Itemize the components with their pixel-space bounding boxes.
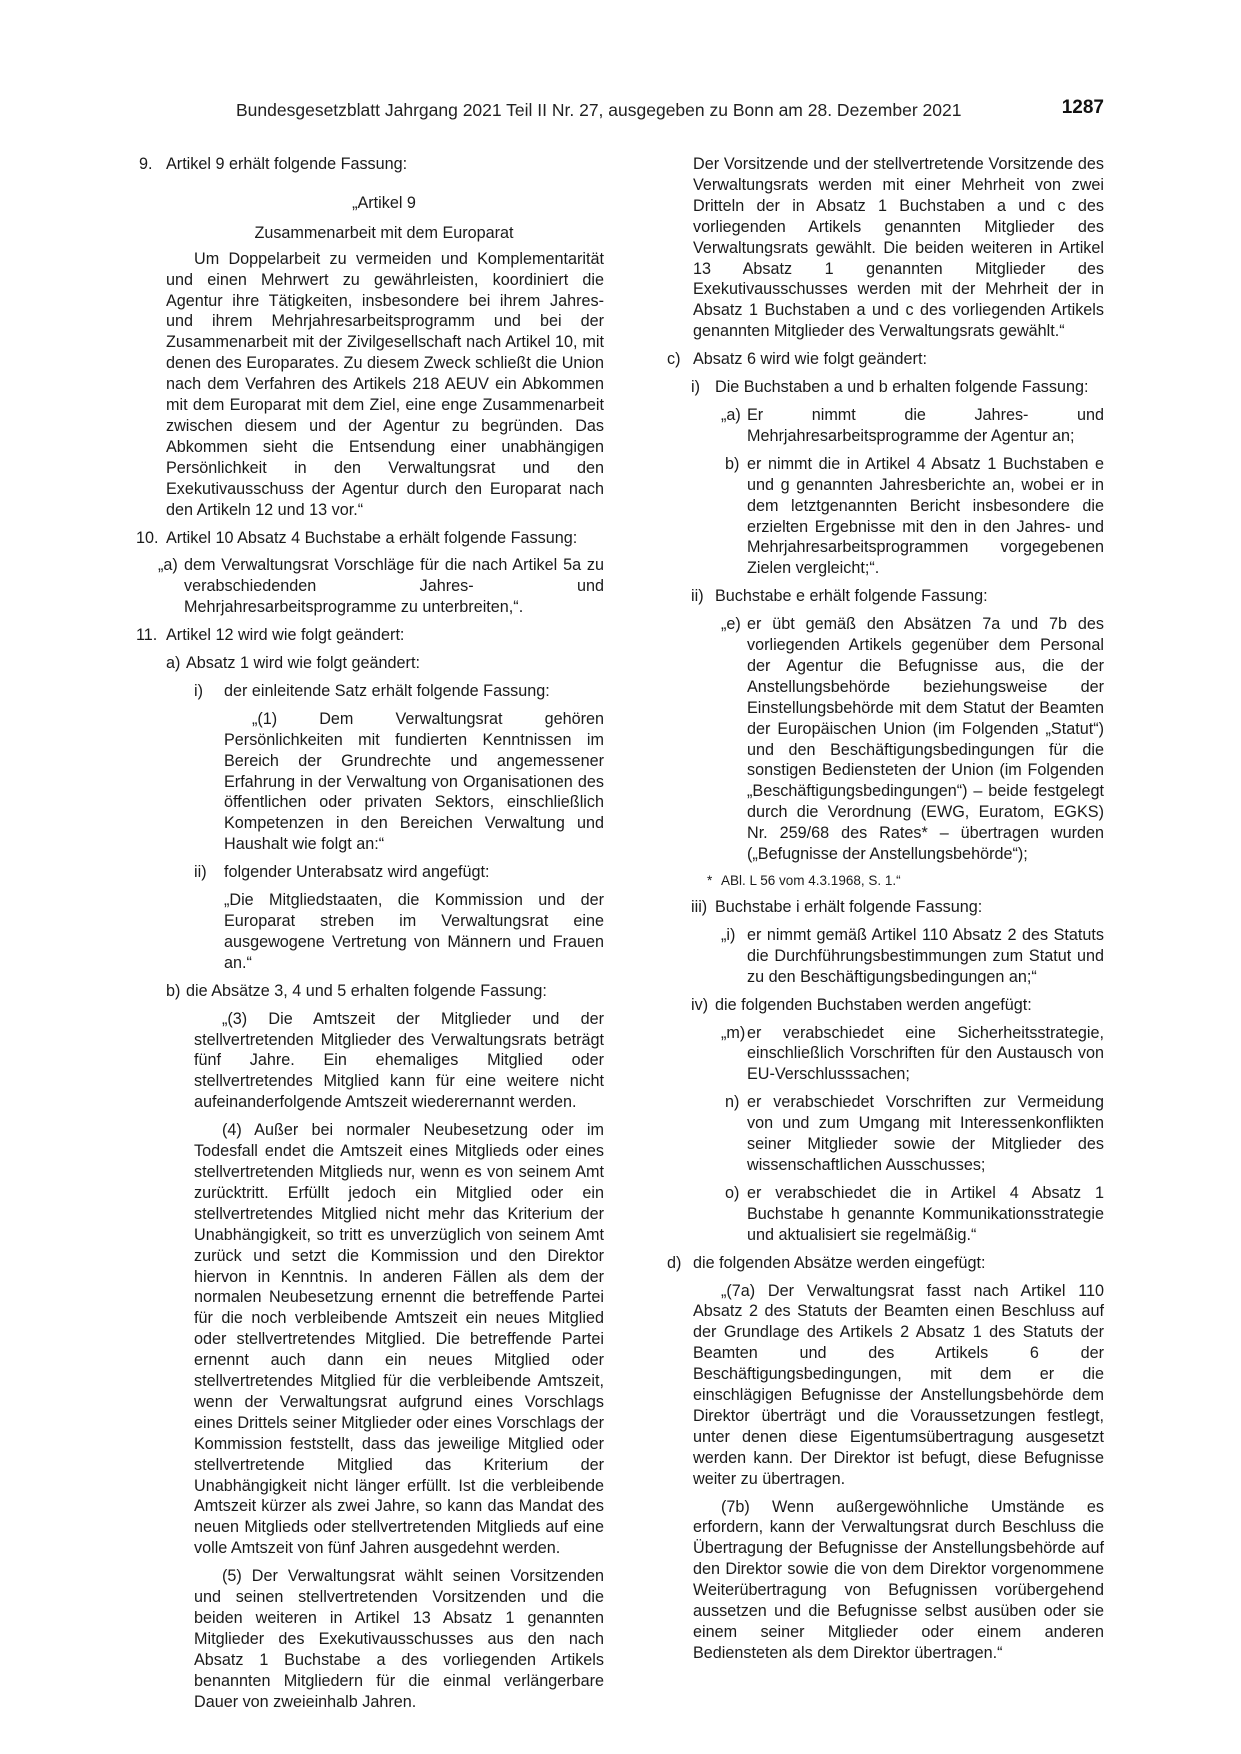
list-item-10 — [136, 528, 604, 549]
list-item-text: Er nimmt die Jahres- und Mehrjahresarbeitsprogramme der Agentur an; — [747, 405, 1104, 445]
list-item-c-iii-i — [721, 925, 1104, 988]
list-marker: d) — [667, 1253, 682, 1272]
list-marker: „i) — [721, 925, 736, 944]
list-marker: b) — [166, 981, 181, 1000]
list-item-text: Buchstabe e erhält folgende Fassung: — [715, 587, 988, 606]
article-subheading: Zusammenarbeit mit dem Europarat — [254, 223, 514, 242]
list-item-text: Artikel 12 wird wie folgt geändert: — [166, 626, 405, 645]
list-item-11a-ii — [194, 862, 604, 883]
list-item-c-iv-o — [721, 1183, 1104, 1246]
list-item-11a-i — [194, 681, 604, 702]
list-item-text: die folgenden Absätze werden eingefügt: — [693, 1253, 986, 1272]
list-marker: b) — [725, 454, 740, 473]
left-column — [136, 154, 604, 1720]
list-marker: iv) — [691, 995, 709, 1014]
paragraph-3: „(3) Die Amtszeit der Mitglieder und der stellvertretenden Mitglieder des Verwaltungsrats beträgt fünf Jahre. Ein ehemaliges Mitglied oder stellvertretendes Mitglied kann für eine weitere nicht aufeinanderfolgende Amtszeit wiederernannt werden. — [194, 1009, 604, 1112]
list-item-text: er verabschiedet Vorschriften zur Vermeidung von und zum Umgang mit Interessenkonflikten seiner Mitglieder sowie der Mitglieder des wissenschaftlichen Ausschusses; — [747, 1093, 1104, 1174]
list-item-c-ii — [691, 586, 1104, 607]
paragraph-7a: „(7a) Der Verwaltungsrat fasst nach Artikel 110 Absatz 2 des Statuts der Beamten einen Beschluss auf der Grundlage des Artikels 2 Absatz 1 des Statuts der Beamten und des Artikels 6 der Beschäftigungsbedingungen, mit dem er die einschlägigen Befugnisse der Anstellungsbehörde dem Direktor überträgt und die Voraussetzungen festlegt, unter denen diese Eigentumsübertragung ausgesetzt werden kann. Der Direktor ist befugt, diese Befugnisse weiter zu übertragen. — [693, 1281, 1104, 1488]
list-item-text: er nimmt gemäß Artikel 110 Absatz 2 des Statuts die Durchführungsbestimmungen zum Statut und zu den Beschäftigungsbedingungen an;“ — [747, 925, 1104, 986]
paragraph-4: (4) Außer bei normaler Neubesetzung oder im Todesfall endet die Amtszeit eines Mitglieds oder eines stellvertretenden Mitglieds nur, wenn es von seinem Amt zurücktritt. Erfüllt jedoch ein Mitglied oder ein stellvertretendes Mitglied nicht mehr das Kriterium der Unabhängigkeit, so tritt es unverzüglich von seinem Amt zurück und setzt die Kommission und den Direktor hiervon in Kenntnis. In anderen Fällen als dem der normalen Neubesetzung ernennt die betreffende Partei für die noch verbleibende Amtszeit ein neues Mitglied oder stellvertretendes Mitglied. Die betreffende Partei ernennt auch dann ein neues Mitglied oder stellvertretendes Mitglied für die verbleibende Amtszeit, wenn der Verwaltungsrat aufgrund eines Vorschlags eines Drittels seiner Mitglieder oder eines Vorschlags der Kommission feststellt, dass das jeweilige Mitglied oder stellvertretende Mitglied das Kriterium der Unabhängigkeit nicht länger erfüllt. Ist die verbleibende Amtszeit kürzer als zwei Jahre, so kann das Mandat des neuen Mitglieds oder stellvertretenden Mitglieds auf eine volle Amtszeit von fünf Jahren ausgedehnt werden. — [194, 1121, 604, 1558]
list-item-11a — [166, 653, 604, 674]
list-marker: c) — [667, 350, 681, 369]
list-item-c-iv-m — [721, 1023, 1104, 1086]
list-item-9 — [136, 154, 604, 175]
list-item-text: die Absätze 3, 4 und 5 erhalten folgende Fassung: — [186, 981, 547, 1000]
list-item-c-iv-n — [721, 1092, 1104, 1176]
list-item-text: die folgenden Buchstaben werden angefügt: — [715, 995, 1032, 1014]
footnote-text: ABl. L 56 vom 4.3.1968, S. 1.“ — [721, 873, 901, 888]
list-item-c-iv — [691, 995, 1104, 1016]
list-marker: o) — [725, 1183, 740, 1202]
list-item-c-i-b — [721, 454, 1104, 579]
list-item-d — [667, 1253, 1104, 1274]
list-marker: i) — [691, 378, 700, 397]
list-item-text: folgender Unterabsatz wird angefügt: — [224, 863, 490, 882]
quoted-paragraph: „(1) Dem Verwaltungsrat gehören Persönlichkeiten mit fundierten Kenntnissen im Bereich der Grundrechte und angemessener Erfahrung in der Verwaltung von Organisationen des öffentlichen oder privaten Sektors, einschließlich Kompetenzen in den Bereichen Verwaltung und Haushalt wie folgt an:“ — [224, 709, 604, 854]
list-item-text: er übt gemäß den Absätzen 7a und 7b des vorliegenden Artikels gegenüber dem Personal der Agentur die Befugnisse aus, die der Anstellungsbehörde beziehungsweise der Einstellungsbehörde mit dem Statut der Beamten der Europäischen Union (im Folgenden „Statut“) und den Beschäftigungsbedingungen für die sonstigen Bediensteten der Union (im Folgenden „Beschäftigungsbedingungen“) – beide festgelegt durch die Verordnung (EWG, Euratom, EGKS) Nr. 259/68 des Rates* – übertragen wurden („Befugnisse der Anstellungsbehörde“); — [747, 615, 1104, 864]
running-title: Bundesgesetzblatt Jahrgang 2021 Teil II Nr. 27, ausgegeben zu Bonn am 28. Dezember 2021 — [236, 100, 962, 120]
list-item-text: Die Buchstaben a und b erhalten folgende Fassung: — [715, 378, 1089, 397]
list-item-c-iii — [691, 897, 1104, 918]
list-marker: „m) — [721, 1023, 746, 1042]
list-item-text: er verabschiedet die in Artikel 4 Absatz 1 Buchstabe h genannte Kommunikationsstrategie und aktualisiert sie regelmäßig.“ — [747, 1183, 1104, 1244]
list-marker: 11. — [136, 626, 158, 645]
list-marker: 9. — [139, 155, 153, 173]
list-item-c-ii-e — [721, 614, 1104, 865]
list-item-text: er nimmt die in Artikel 4 Absatz 1 Buchstaben e und g genannten Jahresberichte an, wobei er in dem letztgenannten Bericht insbesondere die erzielten Ergebnisse mit den in den Jahres- und Mehrjahresarbeitsprogrammen vorgegebenen Zielen vergleicht;“. — [747, 454, 1104, 578]
list-item-text: der einleitende Satz erhält folgende Fassung: — [224, 681, 550, 700]
running-header — [236, 98, 1104, 124]
footnote — [707, 872, 1104, 890]
paragraph-7b: (7b) Wenn außergewöhnliche Umstände es erfordern, kann der Verwaltungsrat durch Beschluss die Übertragung der Befugnisse der Anstellungsbehörde auf den Direktor sowie die von dem Direktor vorgenommene Weiterübertragung von Befugnissen vorübergehend aussetzen und die Befugnisse selbst ausüben oder sie einem seiner Mitglieder oder einem anderen Bediensteten als dem Direktor übertragen.“ — [693, 1497, 1104, 1662]
list-marker: n) — [725, 1093, 740, 1112]
article-heading: „Artikel 9 — [352, 193, 416, 212]
list-item-10a — [158, 555, 604, 618]
right-column — [667, 154, 1104, 1671]
article-body: Um Doppelarbeit zu vermeiden und Komplementarität und einen Mehrwert zu gewährleisten, koordiniert die Agentur ihre Tätigkeiten, insbesondere bei ihrem Jahres- und ihrem Mehrjahresarbeitsprogramm und bei der Zusammenarbeit mit der Zivilgesellschaft nach Artikel 10, mit denen des Europarates. Zu diesem Zweck schließt die Union nach dem Verfahren des Artikels 218 AEUV ein Abkommen mit dem Europarat mit dem Ziel, eine enge Zusammenarbeit zwischen diesem und der Agentur zu begründen. Das Abkommen sieht die Entsendung einer unabhängigen Persönlichkeit in den Verwaltungsrat und den Exekutivausschuss der Agentur durch den Europarat nach den Artikeln 12 und 13 vor.“ — [166, 249, 604, 519]
footnote-marker: * — [707, 873, 713, 888]
list-item-11b — [166, 981, 604, 1002]
list-item-text: Artikel 10 Absatz 4 Buchstabe a erhält folgende Fassung: — [166, 528, 578, 547]
list-marker: „a) — [158, 556, 178, 575]
paragraph-5-continued: Der Vorsitzende und der stellvertretende Vorsitzende des Verwaltungsrats werden mit einer Mehrheit von zwei Dritteln der in Absatz 1 Buchstaben a und c des vorliegenden Artikels genannten Mitglieder des Verwaltungsrats gewählt. Die beiden weiteren in Artikel 13 Absatz 1 genannten Mitglieder des Exekutivausschusses werden mit der Mehrheit der in Absatz 1 Buchstaben a und c des vorliegenden Artikels genannten Mitglieder des Verwaltungsrats gewählt.“ — [693, 155, 1104, 341]
list-item-text: Absatz 1 wird wie folgt geändert: — [186, 654, 420, 673]
list-item-c-i — [691, 377, 1104, 398]
list-item-text: er verabschiedet eine Sicherheitsstrategie, einschließlich Vorschriften für den Austausch von EU-Verschlusssachen; — [747, 1023, 1104, 1084]
list-item-11 — [136, 625, 604, 646]
list-marker: 10. — [136, 528, 159, 547]
page-number: 1287 — [1061, 97, 1104, 118]
list-item-text: Absatz 6 wird wie folgt geändert: — [693, 350, 927, 369]
list-item-text: Buchstabe i erhält folgende Fassung: — [715, 898, 983, 916]
list-item-c — [667, 349, 1104, 370]
list-marker: „a) — [721, 405, 741, 424]
list-marker: „e) — [721, 615, 741, 634]
list-item-text: dem Verwaltungsrat Vorschläge für die nach Artikel 5a zu verabschiedenden Jahres- und Mehrjahresarbeitsprogramme zu unterbreiten,“. — [184, 556, 604, 617]
list-marker: ii) — [691, 587, 704, 606]
list-marker: i) — [194, 681, 203, 700]
quoted-paragraph: „Die Mitgliedstaaten, die Kommission und der Europarat streben im Verwaltungsrat eine ausgewogene Vertretung von Männern und Frauen an.“ — [224, 891, 604, 972]
list-item-c-i-a — [721, 405, 1104, 447]
list-marker: ii) — [194, 863, 207, 882]
list-item-text: Artikel 9 erhält folgende Fassung: — [166, 155, 408, 173]
paragraph-5: (5) Der Verwaltungsrat wählt seinen Vorsitzenden und seinen stellvertretenden Vorsitzenden und die beiden weiteren in Artikel 13 Absatz 1 genannten Mitglieder des Exekutivausschusses aus den nach Absatz 1 Buchstabe a des vorliegenden Artikels benannten Mitgliedern für die einmal verlängerbare Dauer von zweieinhalb Jahren. — [194, 1567, 604, 1711]
list-marker: iii) — [691, 898, 708, 916]
list-marker: a) — [166, 654, 181, 673]
